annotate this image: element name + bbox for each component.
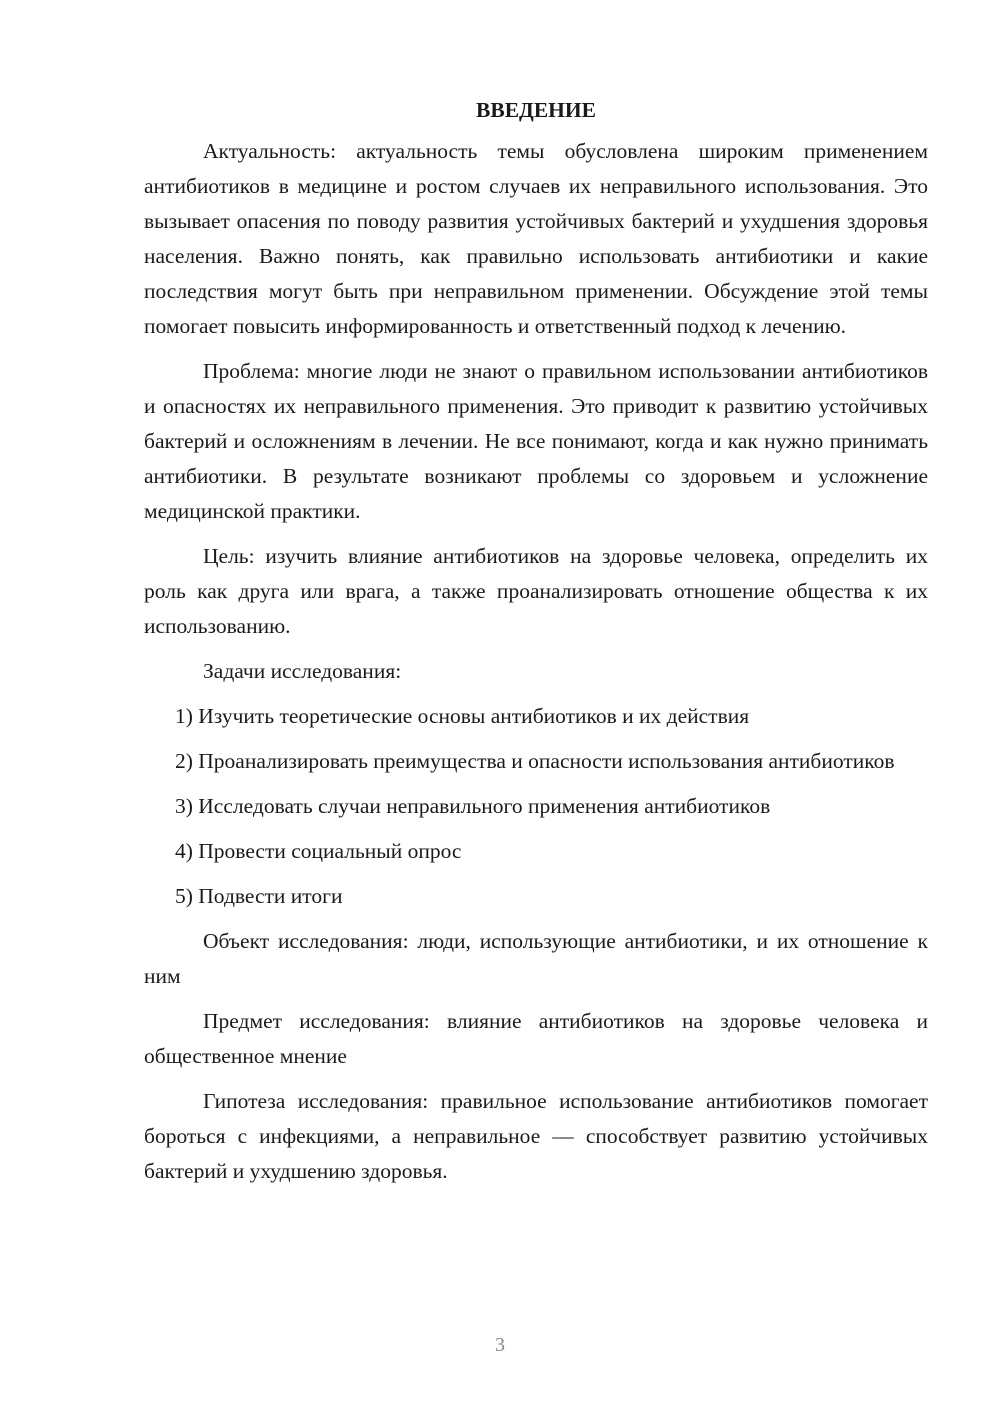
tasks-list: [144, 699, 928, 914]
goal-paragraph: Цель: изучить влияние антибиотиков на здоровье человека, определить их роль как друга или врага, а также проанализировать отношение общества к их использованию.: [144, 544, 928, 638]
task-item: 4) Провести социальный опрос: [175, 839, 462, 863]
task-item: 2) Проанализировать преимущества и опасности использования антибиотиков: [175, 749, 895, 773]
section-heading: ВВЕДЕНИЕ: [476, 98, 596, 122]
page-number: 3: [495, 1334, 505, 1356]
problem-paragraph: Проблема: многие люди не знают о правильном использовании антибиотиков и опасностях их неправильного применения. Это приводит к развитию устойчивых бактерий и осложнениям в лечении. Не все понимают, когда и как нужно принимать антибиотики. В результате возникают проблемы со здоровьем и усложнение медицинской практики.: [144, 359, 928, 523]
object-paragraph: Объект исследования: люди, использующие антибиотики, и их отношение к ним: [144, 929, 928, 988]
task-item: 1) Изучить теоретические основы антибиотиков и их действия: [175, 704, 750, 728]
task-item: 5) Подвести итоги: [175, 884, 343, 908]
document-page: [144, 92, 928, 1199]
task-item: 3) Исследовать случаи неправильного применения антибиотиков: [175, 794, 771, 818]
subject-paragraph: Предмет исследования: влияние антибиотиков на здоровье человека и общественное мнение: [144, 1009, 928, 1068]
tasks-title: Задачи исследования:: [203, 659, 402, 683]
hypothesis-paragraph: Гипотеза исследования: правильное использование антибиотиков помогает бороться с инфекциями, а неправильное — способствует развитию устойчивых бактерий и ухудшению здоровья.: [144, 1089, 928, 1183]
relevance-paragraph: Актуальность: актуальность темы обусловлена широким применением антибиотиков в медицине и ростом случаев их неправильного использования. Это вызывает опасения по поводу развития устойчивых бактерий и ухудшения здоровья населения. Важно понять, как правильно использовать антибиотики и какие последствия могут быть при неправильном применении. Обсуждение этой темы помогает повысить информированность и ответственный подход к лечению.: [144, 139, 928, 338]
